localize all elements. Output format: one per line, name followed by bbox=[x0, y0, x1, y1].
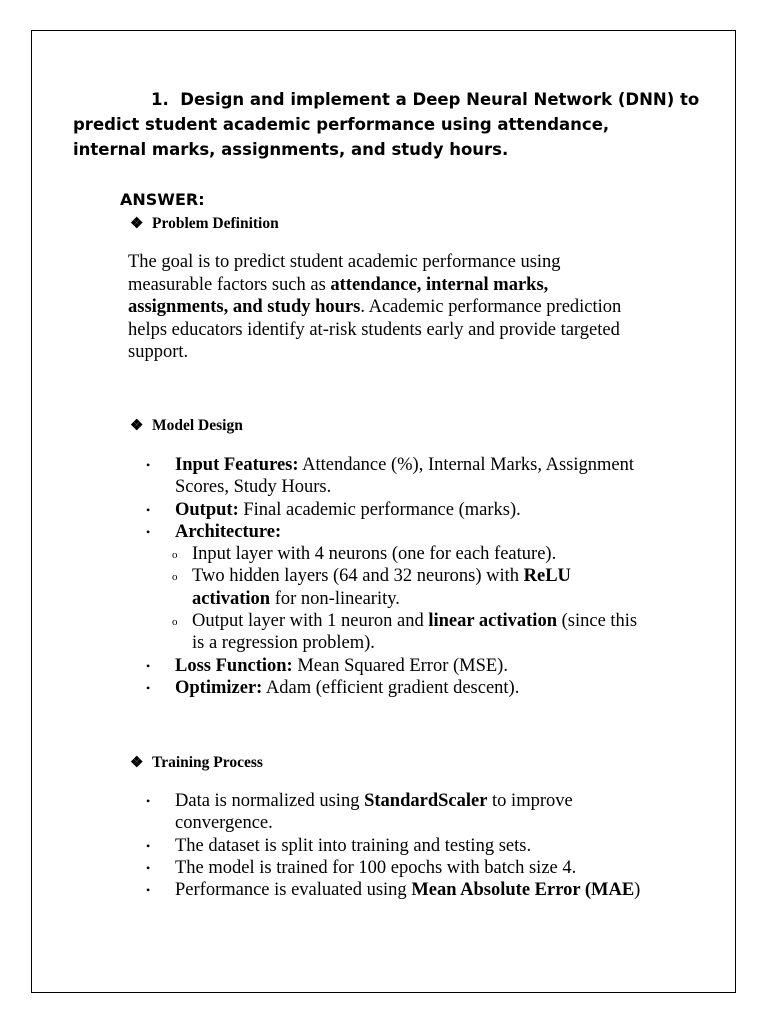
diamond-bullet-icon: ❖ bbox=[130, 216, 144, 232]
list-item bbox=[146, 790, 646, 835]
problem-definition-heading bbox=[130, 214, 279, 233]
training-item-1b: to improve convergence. bbox=[175, 791, 573, 834]
training-item-3: The model is trained for 100 epochs with batch size 4. bbox=[175, 857, 577, 878]
training-item-4-bold: Mean Absolute Error (MAE bbox=[411, 880, 635, 901]
diamond-bullet-icon: ❖ bbox=[130, 418, 144, 434]
dot-bullet-icon: • bbox=[146, 458, 151, 472]
sub-list-item bbox=[146, 565, 646, 610]
arch-item-2a: Two hidden layers (64 and 32 neurons) with bbox=[192, 566, 524, 587]
diamond-bullet-icon: ❖ bbox=[130, 755, 144, 771]
optimizer-label: Optimizer: bbox=[175, 677, 263, 698]
dot-bullet-icon: • bbox=[146, 680, 151, 695]
problem-text-1: The goal is to predict student academic performance using measurable factors such as bbox=[128, 252, 561, 295]
circle-bullet-icon: o bbox=[172, 616, 178, 629]
sub-list-item bbox=[146, 610, 646, 655]
training-process-list bbox=[146, 790, 646, 901]
sub-list-item bbox=[146, 543, 646, 565]
question-first-line bbox=[73, 87, 700, 112]
circle-bullet-icon: o bbox=[172, 571, 178, 584]
dot-bullet-icon: • bbox=[146, 794, 151, 808]
loss-function-label: Loss Function: bbox=[175, 655, 293, 676]
arch-item-2b: for non-linearity. bbox=[270, 588, 400, 609]
training-process-heading bbox=[130, 753, 263, 772]
question-title bbox=[73, 87, 700, 162]
input-features-label: Input Features: bbox=[175, 455, 299, 475]
architecture-sublist bbox=[146, 543, 646, 654]
circle-bullet-icon: o bbox=[172, 549, 178, 562]
arch-item-3b: (since this is a regression problem). bbox=[192, 611, 638, 654]
arch-item-2-bold: ReLU activation bbox=[192, 566, 571, 609]
training-item-1-bold: StandardScaler bbox=[364, 791, 488, 811]
list-item bbox=[146, 879, 646, 901]
arch-item-3-bold: linear activation bbox=[428, 611, 557, 632]
training-item-1a: Data is normalized using bbox=[175, 791, 365, 811]
loss-function-text: Mean Squared Error (MSE). bbox=[292, 655, 508, 676]
arch-item-3a: Output layer with 1 neuron and bbox=[192, 611, 429, 632]
list-item bbox=[146, 857, 646, 879]
list-item bbox=[146, 835, 646, 857]
question-line1: Design and implement a Deep Neural Network (DNN) to bbox=[180, 90, 700, 109]
question-rest: predict student academic performance using attendance, internal marks, assignments, and study hours. bbox=[73, 115, 610, 159]
answer-label: ANSWER: bbox=[120, 190, 205, 209]
training-item-2: The dataset is split into training and testing sets. bbox=[175, 835, 532, 856]
output-text: Final academic performance (marks). bbox=[238, 499, 521, 520]
training-heading-text: Training Process bbox=[152, 754, 263, 771]
dot-bullet-icon: • bbox=[146, 502, 151, 517]
question-number: 1. bbox=[151, 90, 169, 109]
training-item-4b: ) bbox=[634, 880, 641, 901]
problem-text-bold: attendance, internal marks, assignments, and study hours bbox=[128, 274, 549, 317]
arch-item-1: Input layer with 4 neurons (one for each feature). bbox=[192, 544, 557, 565]
dot-bullet-icon: • bbox=[146, 838, 151, 853]
optimizer-text: Adam (efficient gradient descent). bbox=[262, 677, 520, 698]
dot-bullet-icon: • bbox=[146, 524, 151, 539]
model-design-list bbox=[146, 454, 646, 699]
architecture-label: Architecture: bbox=[175, 521, 282, 542]
model-heading-text: Model Design bbox=[152, 417, 243, 434]
list-item bbox=[146, 521, 646, 655]
list-item bbox=[146, 499, 646, 521]
problem-heading-text: Problem Definition bbox=[152, 215, 279, 232]
training-item-4a: Performance is evaluated using bbox=[175, 880, 412, 901]
list-item bbox=[146, 677, 646, 699]
problem-text-2: . Academic performance prediction helps educators identify at-risk students early and provide targeted support. bbox=[128, 297, 622, 362]
output-label: Output: bbox=[175, 499, 239, 520]
input-features-text: Attendance (%), Internal Marks, Assignment Scores, Study Hours. bbox=[175, 455, 634, 498]
problem-paragraph bbox=[128, 251, 648, 364]
model-design-heading bbox=[130, 416, 243, 435]
list-item bbox=[146, 454, 646, 499]
dot-bullet-icon: • bbox=[146, 860, 151, 875]
dot-bullet-icon: • bbox=[146, 883, 151, 898]
list-item bbox=[146, 655, 646, 677]
dot-bullet-icon: • bbox=[146, 658, 151, 673]
